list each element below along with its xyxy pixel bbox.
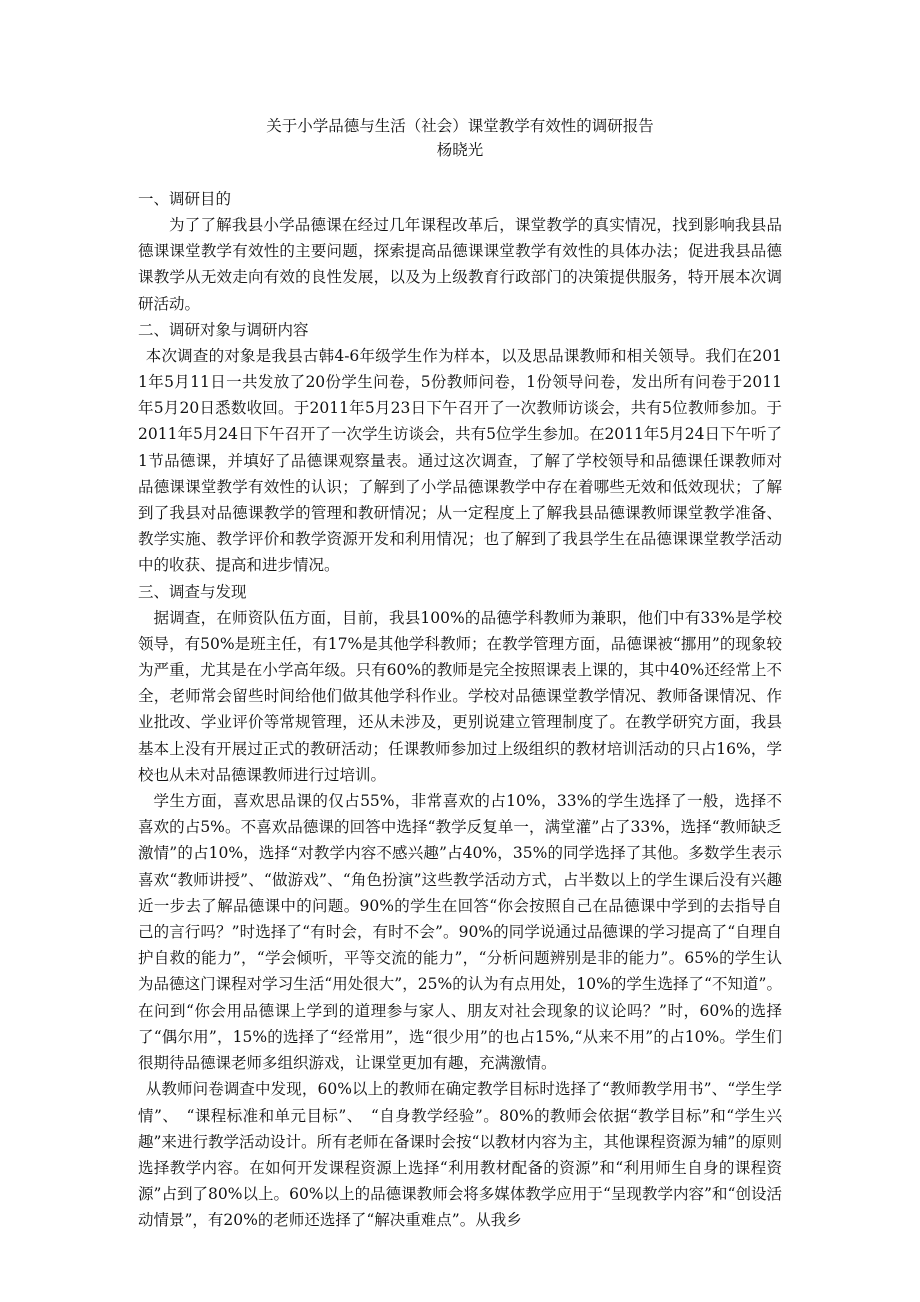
document-title: 关于小学品德与生活（社会）课堂教学有效性的调研报告 — [266, 117, 654, 135]
document-author: 杨晓光 — [436, 141, 484, 159]
paragraph-findings-students: 学生方面，喜欢思品课的仅占55%，非常喜欢的占10%，33%的学生选择了一般，选择不喜欢的占5%。不喜欢品德课的回答中选择“教学反复单一，满堂灌”占了33%，选择“教师缺乏激情”的占10%，选择“对教学内容不感兴趣”占40%，35%的同学选择了其他。多数学生表示喜欢“教师讲授”、“做游戏”、“角色扮演”这些教学活动方式，占半数以上的学生课后没有兴趣近一步去了解品德课中的问题。90%的学生在回答“你会按照自己在品德课中学到的去指导自己的言行吗？”时选择了“有时会，有时不会”。90%的同学说通过品德课的学习提高了“自理自护自救的能力”，“学会倾听，平等交流的能力”，“分析问题辨别是非的能力”。65%的学生认为品德这门课程对学习生活“用处很大”，25%的认为有点用处，10%的学生选择了“不知道”。在问到“你会用品德课上学到的道理参与家人、朋友对社会现象的议论吗？”时，60%的选择了“偶尔用”，15%的选择了“经常用”，选“很少用”的也占15%,“从来不用”的占10%。学生们很期待品德课老师多组织游戏，让课堂更加有趣，充满激情。 — [138, 792, 782, 1073]
paragraph-findings-teachers: 据调查，在师资队伍方面，目前，我县100%的品德学科教师为兼职，他们中有33%是学校领导，有50%是班主任，有17%是其他学科教师；在教学管理方面，品德课被“挪用”的现象较为严重，尤其是在小学高年级。只有60%的教师是完全按照课表上课的，其中40%还经常上不全，老师常会留些时间给他们做其他学科作业。学校对品德课堂教学情况、教师备课情况、作业批改、学业评价等常规管理，还从未涉及，更别说建立管理制度了。在教学研究方面，我县基本上没有开展过正式的教研活动；任课教师参加过上级组织的教材培训活动的只占16%，学校也从未对品德课教师进行过培训。 — [138, 608, 782, 784]
paragraph-findings-teacher-survey: 从教师问卷调查中发现，60%以上的教师在确定教学目标时选择了“教师教学用书”、“学生学情”、 “课程标准和单元目标”、 “自身教学经验”。80%的教师会依据“教学目标”和“学生兴趣”来进行教学活动设计。所有老师在备课时会按“以教材内容为主，其他课程资源为辅”的原则选择教学内容。在如何开发课程资源上选择“利用教材配备的资源”和“利用师生自身的课程资源”占到了80%以上。60%以上的品德课教师会将多媒体教学应用于“呈现教学内容”和“创设活动情景”，有20%的老师还选择了“解决重难点”。从我乡 — [138, 1080, 782, 1230]
section-heading-subjects: 二、调研对象与调研内容 — [138, 320, 309, 339]
section-heading-findings: 三、调查与发现 — [138, 582, 247, 601]
section-heading-purpose: 一、调研目的 — [138, 190, 232, 208]
paragraph-purpose: 为了了解我县小学品德课在经过几年课程改革后，课堂教学的真实情况，找到影响我县品德课课堂教学有效性的主要问题，探索提高品德课课堂教学有效性的具体办法；促进我县品德课教学从无效走向有效的良性发展，以及为上级教育行政部门的决策提供服务，特开展本次调研活动。 — [138, 216, 782, 313]
paragraph-subjects: 本次调查的对象是我县古韩4-6年级学生作为样本，以及思品课教师和相关领导。我们在2011年5月11日一共发放了20份学生问卷，5份教师问卷，1份领导问卷，发出所有问卷于2011年5月20日悉数收回。于2011年5月23日下午召开了一次教师访谈会，共有5位教师参加。于2011年5月24日下午召开了一次学生访谈会，共有5位学生参加。在2011年5月24日下午听了1节品德课，并填好了品德课观察量表。通过这次调查，了解了学校领导和品德课任课教师对品德课课堂教学有效性的认识；了解到了小学品德课教学中存在着哪些无效和低效现状；了解到了我县对品德课教学的管理和教研情况；从一定程度上了解我县品德课教师课堂教学准备、教学实施、教学评价和教学资源开发和利用情况；也了解到了我县学生在品德课课堂教学活动中的收获、提高和进步情况。 — [138, 346, 782, 575]
